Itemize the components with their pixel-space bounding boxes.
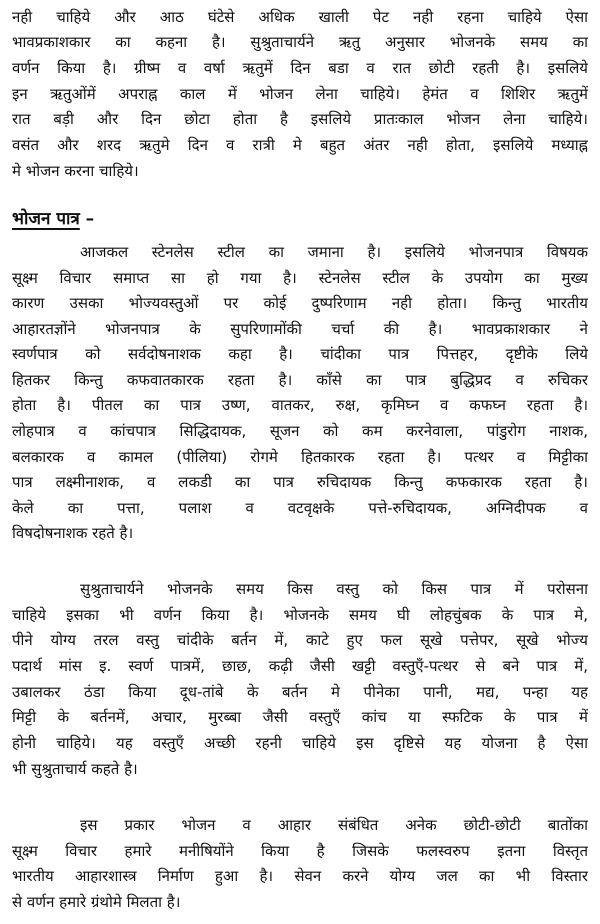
text-line: भारतीय आहारशास्त्र निर्माण हुआ है। सेवन करने योग्य जल का भी विस्तार [12, 867, 588, 885]
text-line: कारण उसका भोज्यवस्तुओं पर कोई दुष्परिणाम नही होता। किन्तु भारतीय [12, 294, 588, 312]
text-line: सूक्ष्म विचार हमारे मनीषियोंने किया है जिसके फलस्वरुप इतना विस्तृत [12, 842, 588, 860]
text-line: इस प्रकार भोजन व आहार संबंधित अनेक छोटी-छोटी बातोंका [80, 816, 588, 834]
text-line: हितकर किन्तु कफवातकारक रहता है। काँसे का पात्र बुद्धिप्रद व रुचिकर [12, 371, 588, 389]
text-line: सूक्ष्म विचार समाप्त सा हो गया है। स्टेनलेस स्टील के उपयोग का मुख्य [12, 269, 588, 287]
text-line: से वर्णन हमारे ग्रंथोमे मिलता है। [12, 893, 181, 911]
text-line: नही चाहिये और आठ घंटेसे अधिक खाली पेट नही रहना चाहिये ऐसा [12, 8, 588, 26]
section-heading-text: भोजन पात्र [12, 209, 80, 229]
text-line: उबालकर ठंडा किया दूध-तांबे के बर्तन मे पीनेका पानी, मद्य, पन्हा यह [12, 683, 588, 701]
text-line: लोहपात्र व कांचपात्र सिद्धिदायक, सूजन को कम करनेवाला, पांडुरोग नाशक, [12, 422, 588, 440]
text-line: वसंत और शरद ऋतुमे दिन व रात्री मे बहुत अंतर नही होता, इसलिये मध्याह्न [12, 136, 588, 154]
section-heading-dash: – [79, 209, 95, 229]
text-line: केले का पत्ता, पलाश व वटवृक्षके पत्ते-रुचिदायक, अग्निदीपक व [12, 499, 588, 517]
text-line: पात्र लक्ष्मीनाशक, व लकडी का पात्र रुचिदायक किन्तु कफकारक रहता है। [12, 473, 588, 491]
text-line: मे भोजन करना चाहिये। [12, 162, 139, 180]
text-line: बलकारक व कामल (पीलिया) रोगमे हितकारक रहता है। पत्थर व मिट्टीका [12, 448, 588, 466]
text-line: आहारतज्ञोंने भोजनपात्र के सुपरिणामोंकी चर्चा की है। भावप्रकाशकार ने [12, 320, 588, 338]
text-line: इन ऋतुओंमें अपराह्न काल में भोजन लेना चाहिये। हेमंत व शिशिर ऋतुमें [12, 85, 588, 103]
text-line: भावप्रकाशकार का कहना है। सुश्रुताचार्यने ऋतु अनुसार भोजनके समय का [12, 33, 588, 51]
text-line: चाहिये इसका भी वर्णन किया है। भोजनके समय घी लोहचुंबक के पात्र मे, [12, 606, 588, 624]
text-line: होनी चाहिये। यह वस्तुएँ अच्छी रहनी चाहिये इस दृष्टिसे यह योजना है ऐसा [12, 734, 588, 752]
text-line: भी सुश्रुताचार्य कहते है। [12, 760, 138, 778]
text-line: आजकल स्टेनलेस स्टील का जमाना है। इसलिये भोजनपात्र विषयक [80, 243, 588, 261]
text-line: वर्णन किया है। ग्रीष्म व वर्षा ऋतुमें दिन बडा व रात छोटी रहती है। इसलिये [12, 59, 588, 77]
section-heading [12, 206, 94, 232]
text-line: सुश्रुताचार्यने भोजनके समय किस वस्तु को किस पात्र में परोसना [80, 580, 588, 598]
text-line: रात बड़ी और दिन छोटा होता है इसलिये प्रातःकाल भोजन लेना चाहिये। [12, 110, 588, 128]
text-line: विषदोषनाशक रहते है। [12, 524, 134, 542]
text-line: मिट्टी के बर्तनमें, अचार, मुरब्बा जैसी वस्तुएँ कांच या स्फटिक के पात्र में [12, 708, 588, 726]
text-line: स्वर्णपात्र को सर्वदोषनाशक कहा है। चांदीका पात्र पित्तहर, दृष्टीके लिये [12, 345, 588, 363]
text-line: पीने योग्य तरल वस्तु चांदीके बर्तन में, काटे हुए फल सूखे पत्तेपर, सूखे भोज्य [12, 631, 588, 649]
text-line: पदार्थ मांस इ. स्वर्ण पात्रमें, छाछ, कढ़ी जैसी खट्टी वस्तुएँ-पत्थर से बने पात्र में, [12, 657, 588, 675]
text-line: होता है। पीतल का पात्र उष्ण, वातकर, रुक्ष, कृमिघ्न व कफघ्न रहता है। [12, 396, 588, 414]
